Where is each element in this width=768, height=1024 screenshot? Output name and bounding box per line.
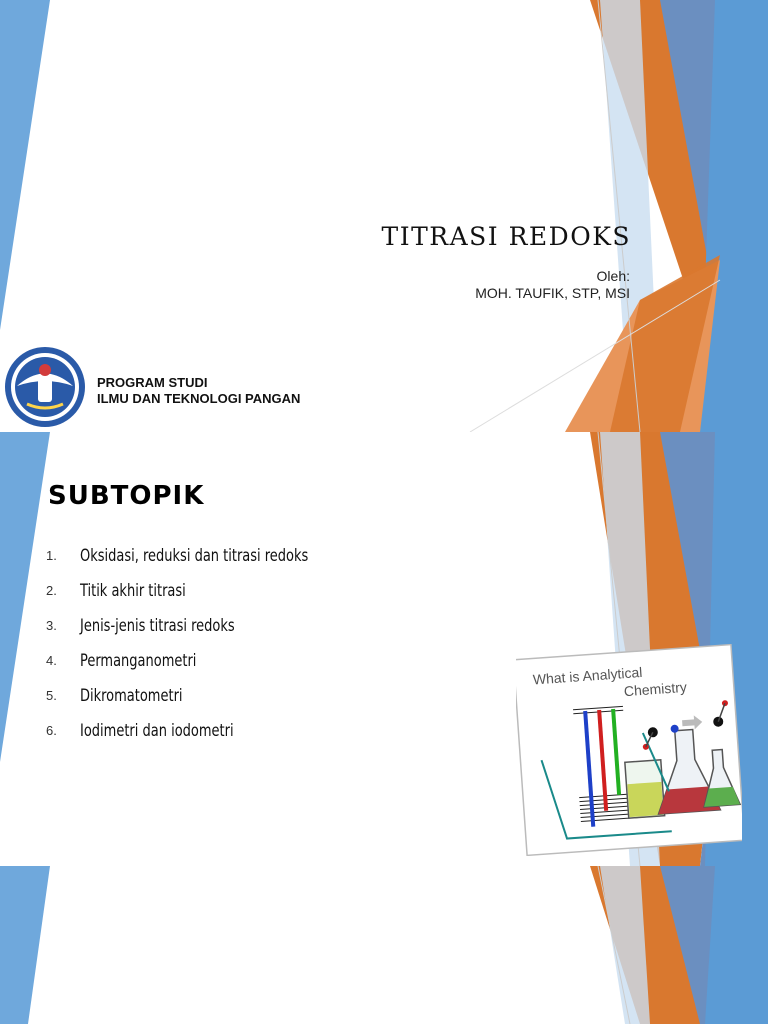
image-caption-1: What is Analytical xyxy=(532,663,643,688)
program-line-1: PROGRAM STUDI xyxy=(97,375,208,390)
author-block xyxy=(475,268,630,302)
item-number: 4. xyxy=(46,653,57,668)
item-number: 2. xyxy=(46,583,57,598)
subtopic-list xyxy=(46,538,349,748)
item-number: 3. xyxy=(46,618,57,633)
item-number: 1. xyxy=(46,548,57,563)
list-item xyxy=(46,713,349,748)
item-label: Dikromatometri xyxy=(80,685,183,706)
list-item xyxy=(46,608,349,643)
presentation-title: TITRASI REDOKS xyxy=(381,222,631,251)
program-name xyxy=(97,375,300,407)
next-slide-partial xyxy=(0,866,768,1024)
subtopics-slide xyxy=(0,432,768,866)
university-logo xyxy=(2,346,88,428)
byline-label: Oleh: xyxy=(596,268,630,284)
list-item xyxy=(46,678,349,713)
item-number: 6. xyxy=(46,723,57,738)
list-item xyxy=(46,643,349,678)
slide-decoration xyxy=(0,0,768,432)
author-name: MOH. TAUFIK, STP, MSI xyxy=(475,285,630,301)
title-slide xyxy=(0,0,768,432)
program-line-2: ILMU DAN TEKNOLOGI PANGAN xyxy=(97,391,301,406)
item-label: Iodimetri dan iodometri xyxy=(80,720,234,741)
analytical-chemistry-image xyxy=(516,644,742,856)
item-label: Titik akhir titrasi xyxy=(80,580,186,601)
image-caption-2: Chemistry xyxy=(623,678,688,700)
item-number: 5. xyxy=(46,688,57,703)
slide-decoration xyxy=(0,866,768,1024)
item-label: Jenis-jenis titrasi redoks xyxy=(80,615,235,636)
item-label: Oksidasi, reduksi dan titrasi redoks xyxy=(80,545,309,566)
list-item xyxy=(46,573,349,608)
list-item xyxy=(46,538,349,573)
section-heading: SUBTOPIK xyxy=(48,481,205,511)
item-label: Permanganometri xyxy=(80,650,197,671)
